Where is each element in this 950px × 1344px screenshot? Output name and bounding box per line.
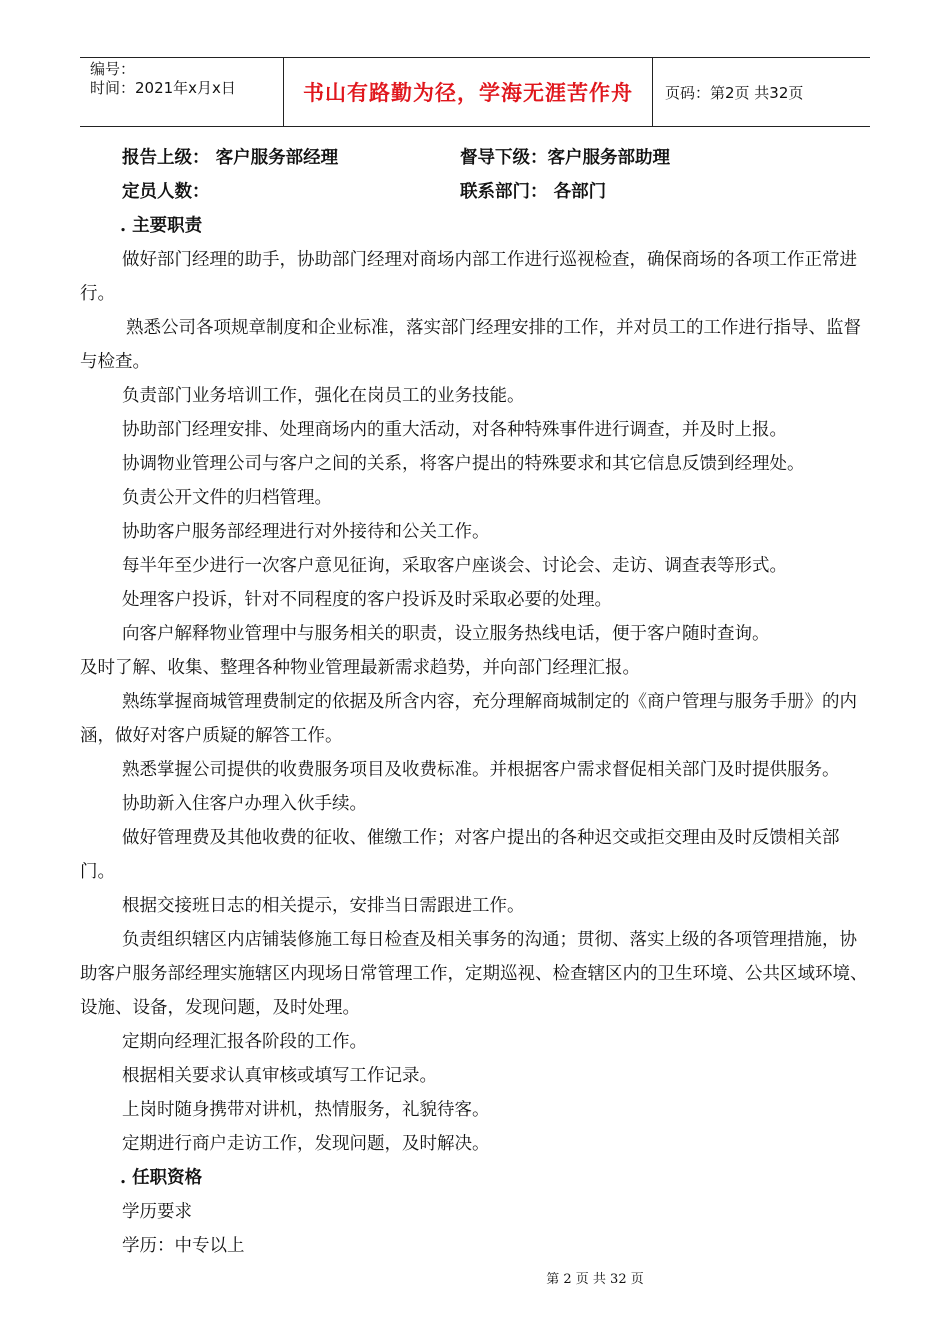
header-page-info: 页码：第2页 共32页 [665,83,804,102]
contact-dept: 联系部门： 各部门 [460,182,607,202]
page-footer: 第 2 页 共 32 页 [546,1272,644,1287]
duty-item: 熟练掌握商城管理费制定的依据及所含内容，充分理解商城制定的《商户管理与服务手册》的内涵，做好对客户质疑的解答工作。 [80,692,857,746]
duty-item: 协助客户服务部经理进行对外接待和公关工作。 [122,522,490,542]
qualifications-title: . 任职资格 [120,1168,203,1188]
duty-item: 定期向经理汇报各阶段的工作。 [122,1032,367,1052]
duty-item: 协调物业管理公司与客户之间的关系，将客户提出的特殊要求和其它信息反馈到经理处。 [122,454,805,474]
duty-item: 处理客户投诉，针对不同程度的客户投诉及时采取必要的处理。 [122,590,612,610]
duties-title: . 主要职责 [120,216,203,236]
duty-item: 熟悉公司各项规章制度和企业标准，落实部门经理安排的工作，并对员工的工作进行指导、监督与检查。 [80,318,861,372]
report-to: 报告上级： 客户服务部经理 [122,148,339,168]
qualification-item: 学历：中专以上 [122,1236,245,1256]
duty-item: 负责部门业务培训工作，强化在岗员工的业务技能。 [122,386,525,406]
duty-item: 根据相关要求认真审核或填写工作记录。 [122,1066,437,1086]
number-label: 编号： [90,60,136,78]
duty-item: 协助新入住客户办理入伙手续。 [122,794,367,814]
document-header [80,57,870,127]
duty-item: 协助部门经理安排、处理商场内的重大活动，对各种特殊事件进行调查，并及时上报。 [122,420,787,440]
duty-item: 根据交接班日志的相关提示，安排当日需跟进工作。 [122,896,525,916]
header-motto: 书山有路勤为径，学海无涯苦作舟 [283,58,653,126]
duty-item: 向客户解释物业管理中与服务相关的职责，设立服务热线电话，便于客户随时查询。 [122,624,770,644]
duty-item: 上岗时随身携带对讲机，热情服务，礼貌待客。 [122,1100,490,1120]
duty-item: 每半年至少进行一次客户意见征询，采取客户座谈会、讨论会、走访、调查表等形式。 [122,556,787,576]
headcount: 定员人数： [122,182,210,202]
duty-item: 做好管理费及其他收费的征收、催缴工作；对客户提出的各种迟交或拒交理由及时反馈相关部门。 [80,828,840,882]
supervise: 督导下级：客户服务部助理 [460,148,670,168]
qualification-item: 学历要求 [122,1202,192,1222]
time-label: 时间：2021年x月x日 [90,79,236,97]
duty-item: 负责组织辖区内店铺装修施工每日检查及相关事务的沟通；贯彻、落实上级的各项管理措施，协助客户服务部经理实施辖区内现场日常管理工作，定期巡视、检查辖区内的卫生环境、公共区域环境、设施、设备，发现问题，及时处理。 [80,930,868,1018]
duty-item: 做好部门经理的助手，协助部门经理对商场内部工作进行巡视检查，确保商场的各项工作正常进行。 [80,250,857,304]
duty-item: 熟悉掌握公司提供的收费服务项目及收费标准。并根据客户需求督促相关部门及时提供服务。 [122,760,840,780]
meta-row-2 [80,175,872,209]
duty-item: 负责公开文件的归档管理。 [122,488,332,508]
duty-item: 及时了解、收集、整理各种物业管理最新需求趋势，并向部门经理汇报。 [80,658,640,678]
duty-item: 定期进行商户走访工作，发现问题，及时解决。 [122,1134,490,1154]
header-meta-cell [80,58,283,126]
document-body [80,141,872,1263]
meta-row-1 [80,141,872,175]
